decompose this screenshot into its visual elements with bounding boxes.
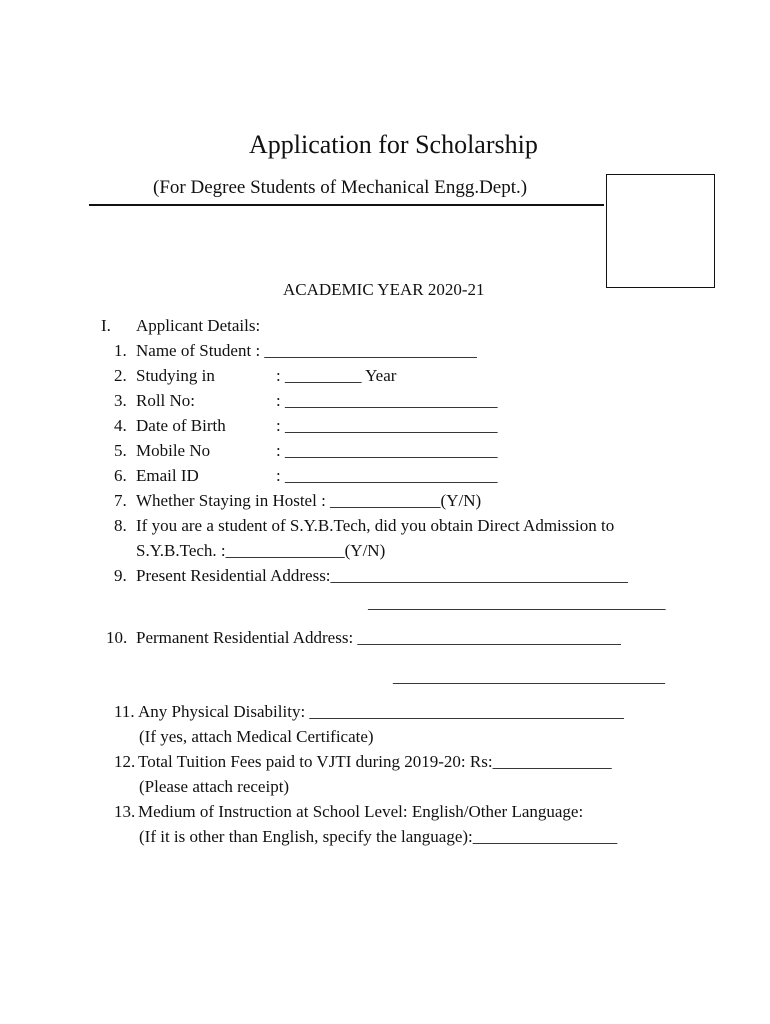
date-of-birth-field[interactable]: : _________________________: [276, 416, 498, 435]
tuition-fees-field[interactable]: Total Tuition Fees paid to VJTI during 2019-20: Rs:______________: [138, 752, 612, 771]
item-number: 9.: [114, 566, 127, 585]
email-id-label: Email ID: [136, 466, 199, 485]
date-of-birth-label: Date of Birth: [136, 416, 226, 435]
medical-certificate-note: (If yes, attach Medical Certificate): [139, 727, 374, 746]
item-number: 6.: [114, 466, 127, 485]
studying-in-field[interactable]: : _________ Year: [276, 366, 397, 385]
permanent-address-line-2[interactable]: ________________________________: [393, 667, 665, 686]
other-language-field[interactable]: (If it is other than English, specify the language):_________________: [139, 827, 618, 846]
direct-admission-question: If you are a student of S.Y.B.Tech, did you obtain Direct Admission to: [136, 516, 615, 535]
item-number: 12.: [114, 752, 136, 771]
form-subtitle: (For Degree Students of Mechanical Engg.Dept.): [153, 177, 528, 198]
receipt-note: (Please attach receipt): [139, 777, 290, 796]
name-of-student-field[interactable]: Name of Student : _________________________: [136, 341, 477, 360]
form-title: Application for Scholarship: [249, 130, 538, 159]
email-id-field[interactable]: : _________________________: [276, 466, 498, 485]
section-label: Applicant Details:: [136, 316, 261, 335]
item-number: 2.: [114, 366, 127, 385]
roll-no-field[interactable]: : _________________________: [276, 391, 498, 410]
photo-box: [606, 174, 715, 288]
item-number: 4.: [114, 416, 127, 435]
medium-of-instruction-question: Medium of Instruction at School Level: English/Other Language:: [138, 802, 584, 821]
present-address-field[interactable]: Present Residential Address:___________________________________: [136, 566, 629, 585]
section-numeral: I.: [101, 316, 111, 335]
item-number: 3.: [114, 391, 127, 410]
item-number: 1.: [114, 341, 127, 360]
studying-in-label: Studying in: [136, 366, 215, 385]
item-number: 7.: [114, 491, 127, 510]
roll-no-label: Roll No:: [136, 391, 196, 410]
academic-year: ACADEMIC YEAR 2020-21: [283, 280, 485, 299]
item-number: 13.: [114, 802, 136, 821]
hostel-field[interactable]: Whether Staying in Hostel : _____________(Y/N): [136, 491, 482, 510]
item-number: 11.: [114, 702, 135, 721]
item-number: 5.: [114, 441, 127, 460]
present-address-line-2[interactable]: ___________________________________: [368, 593, 666, 612]
header-rule: [89, 204, 604, 206]
item-number: 8.: [114, 516, 127, 535]
item-number: 10.: [106, 628, 128, 647]
physical-disability-field[interactable]: Any Physical Disability: _____________________________________: [138, 702, 624, 721]
mobile-no-label: Mobile No: [136, 441, 211, 460]
direct-admission-field[interactable]: S.Y.B.Tech. :______________(Y/N): [136, 541, 386, 560]
mobile-no-field[interactable]: : _________________________: [276, 441, 498, 460]
permanent-address-field[interactable]: Permanent Residential Address: _______________________________: [136, 628, 621, 647]
